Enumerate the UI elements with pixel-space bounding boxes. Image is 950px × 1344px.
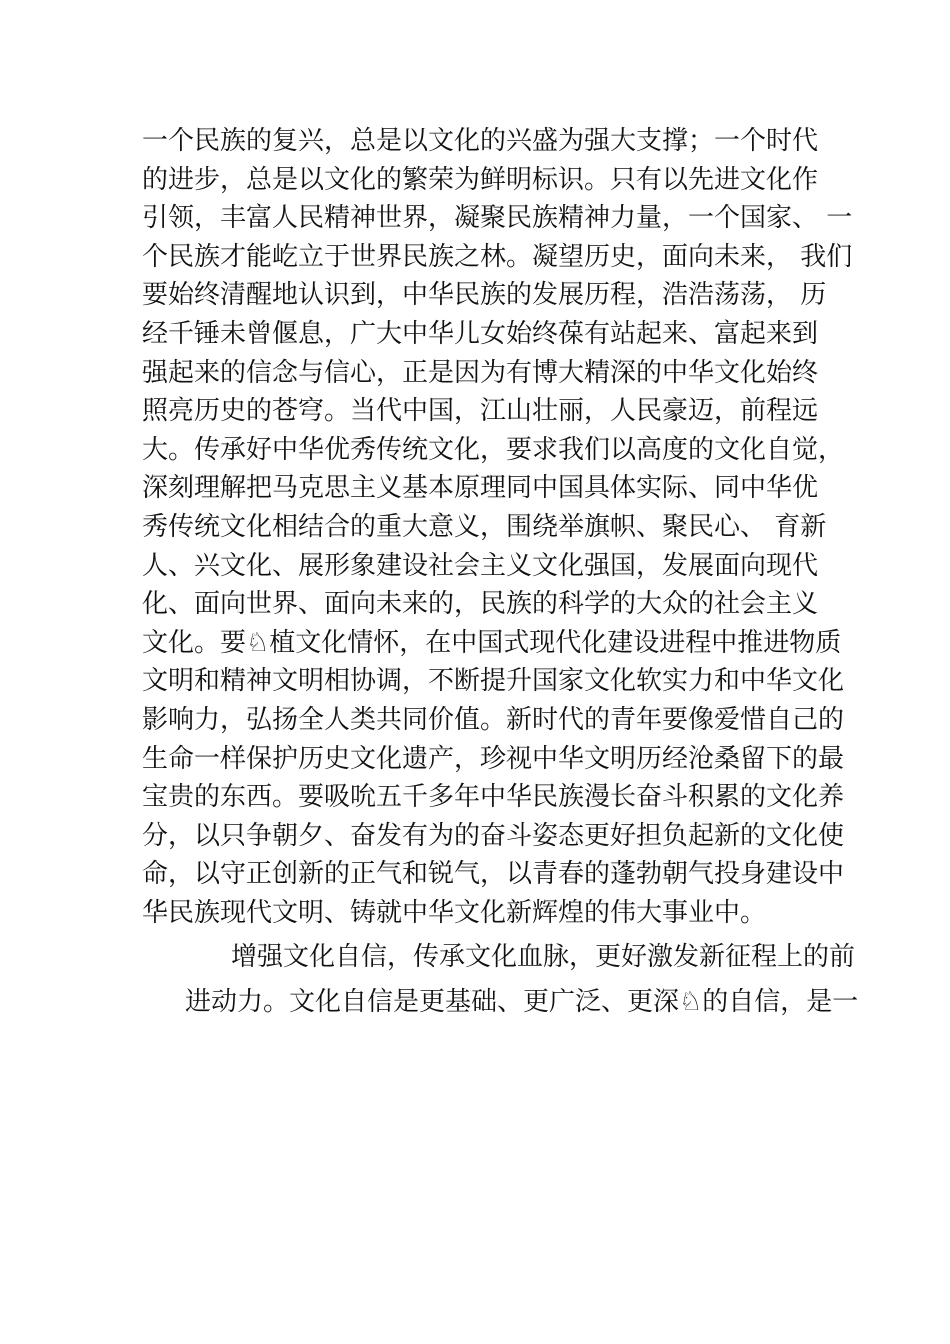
text-line: 文明和精神文明相协调，不断提升国家文化软实力和中华文化	[142, 666, 845, 697]
text-line: 增强文化自信，传承文化血脉，更好激发新征程上的前	[231, 942, 856, 973]
text-line: 华民族现代文明、铸就中华文化新辉煌的伟大事业中。	[142, 897, 767, 928]
text-line: 人、兴文化、展形象建设社会主义文化强国，发展面向现代	[142, 550, 819, 581]
text-line: 秀传统文化相结合的重大意义，围绕举旗帜、聚民心、 育新	[142, 511, 827, 542]
text-line: 引领，丰富人民精神世界，凝聚民族精神力量，一个国家、 一	[142, 203, 853, 234]
text-line: 文化。要♘植文化情怀，在中国式现代化建设进程中推进物质	[142, 627, 842, 658]
text-line: 化、面向世界、面向未来的，民族的科学的大众的社会主义	[142, 589, 819, 620]
text-line: 宝贵的东西。要吸吮五千多年中华民族漫长奋斗积累的文化养	[142, 782, 845, 813]
body-text	[142, 122, 859, 1022]
text-line: 分，以只争朝夕、奋发有为的奋斗姿态更好担负起新的文化使	[142, 820, 845, 851]
text-line: 命，以守正创新的正气和锐气，以青春的蓬勃朝气投身建设中	[142, 859, 845, 890]
text-line: 照亮历史的苍穹。当代中国，江山壮丽，人民豪迈，前程远	[142, 396, 819, 427]
text-line: 个民族才能屹立于世界民族之林。凝望历史，面向未来， 我们	[142, 241, 853, 272]
text-line: 的进步，总是以文化的繁荣为鲜明标识。只有以先进文化作	[142, 164, 819, 195]
text-line: 生命一样保护历史文化遗产，珍视中华文明历经沧桑留下的最	[142, 743, 845, 774]
text-line: 经千锤未曾偃息，广大中华儿女始终葆有站起来、富起来到	[142, 318, 819, 349]
text-line: 深刻理解把马克思主义基本原理同中国具体实际、同中华优	[142, 473, 819, 504]
text-line: 要始终清醒地认识到，中华民族的发展历程，浩浩荡荡， 历	[142, 280, 827, 311]
text-line: 大。传承好中华优秀传统文化，要求我们以高度的文化自觉，	[142, 434, 845, 465]
text-line: 一个民族的复兴，总是以文化的兴盛为强大支撑；一个时代	[142, 126, 819, 156]
text-line: 影响力，弘扬全人类共同价值。新时代的青年要像爱惜自己的	[142, 704, 845, 735]
text-line: 进动力。文化自信是更基础、更广泛、更深♘的自信，是一	[185, 987, 859, 1018]
text-line: 强起来的信念与信心，正是因为有博大精深的中华文化始终	[142, 357, 819, 388]
